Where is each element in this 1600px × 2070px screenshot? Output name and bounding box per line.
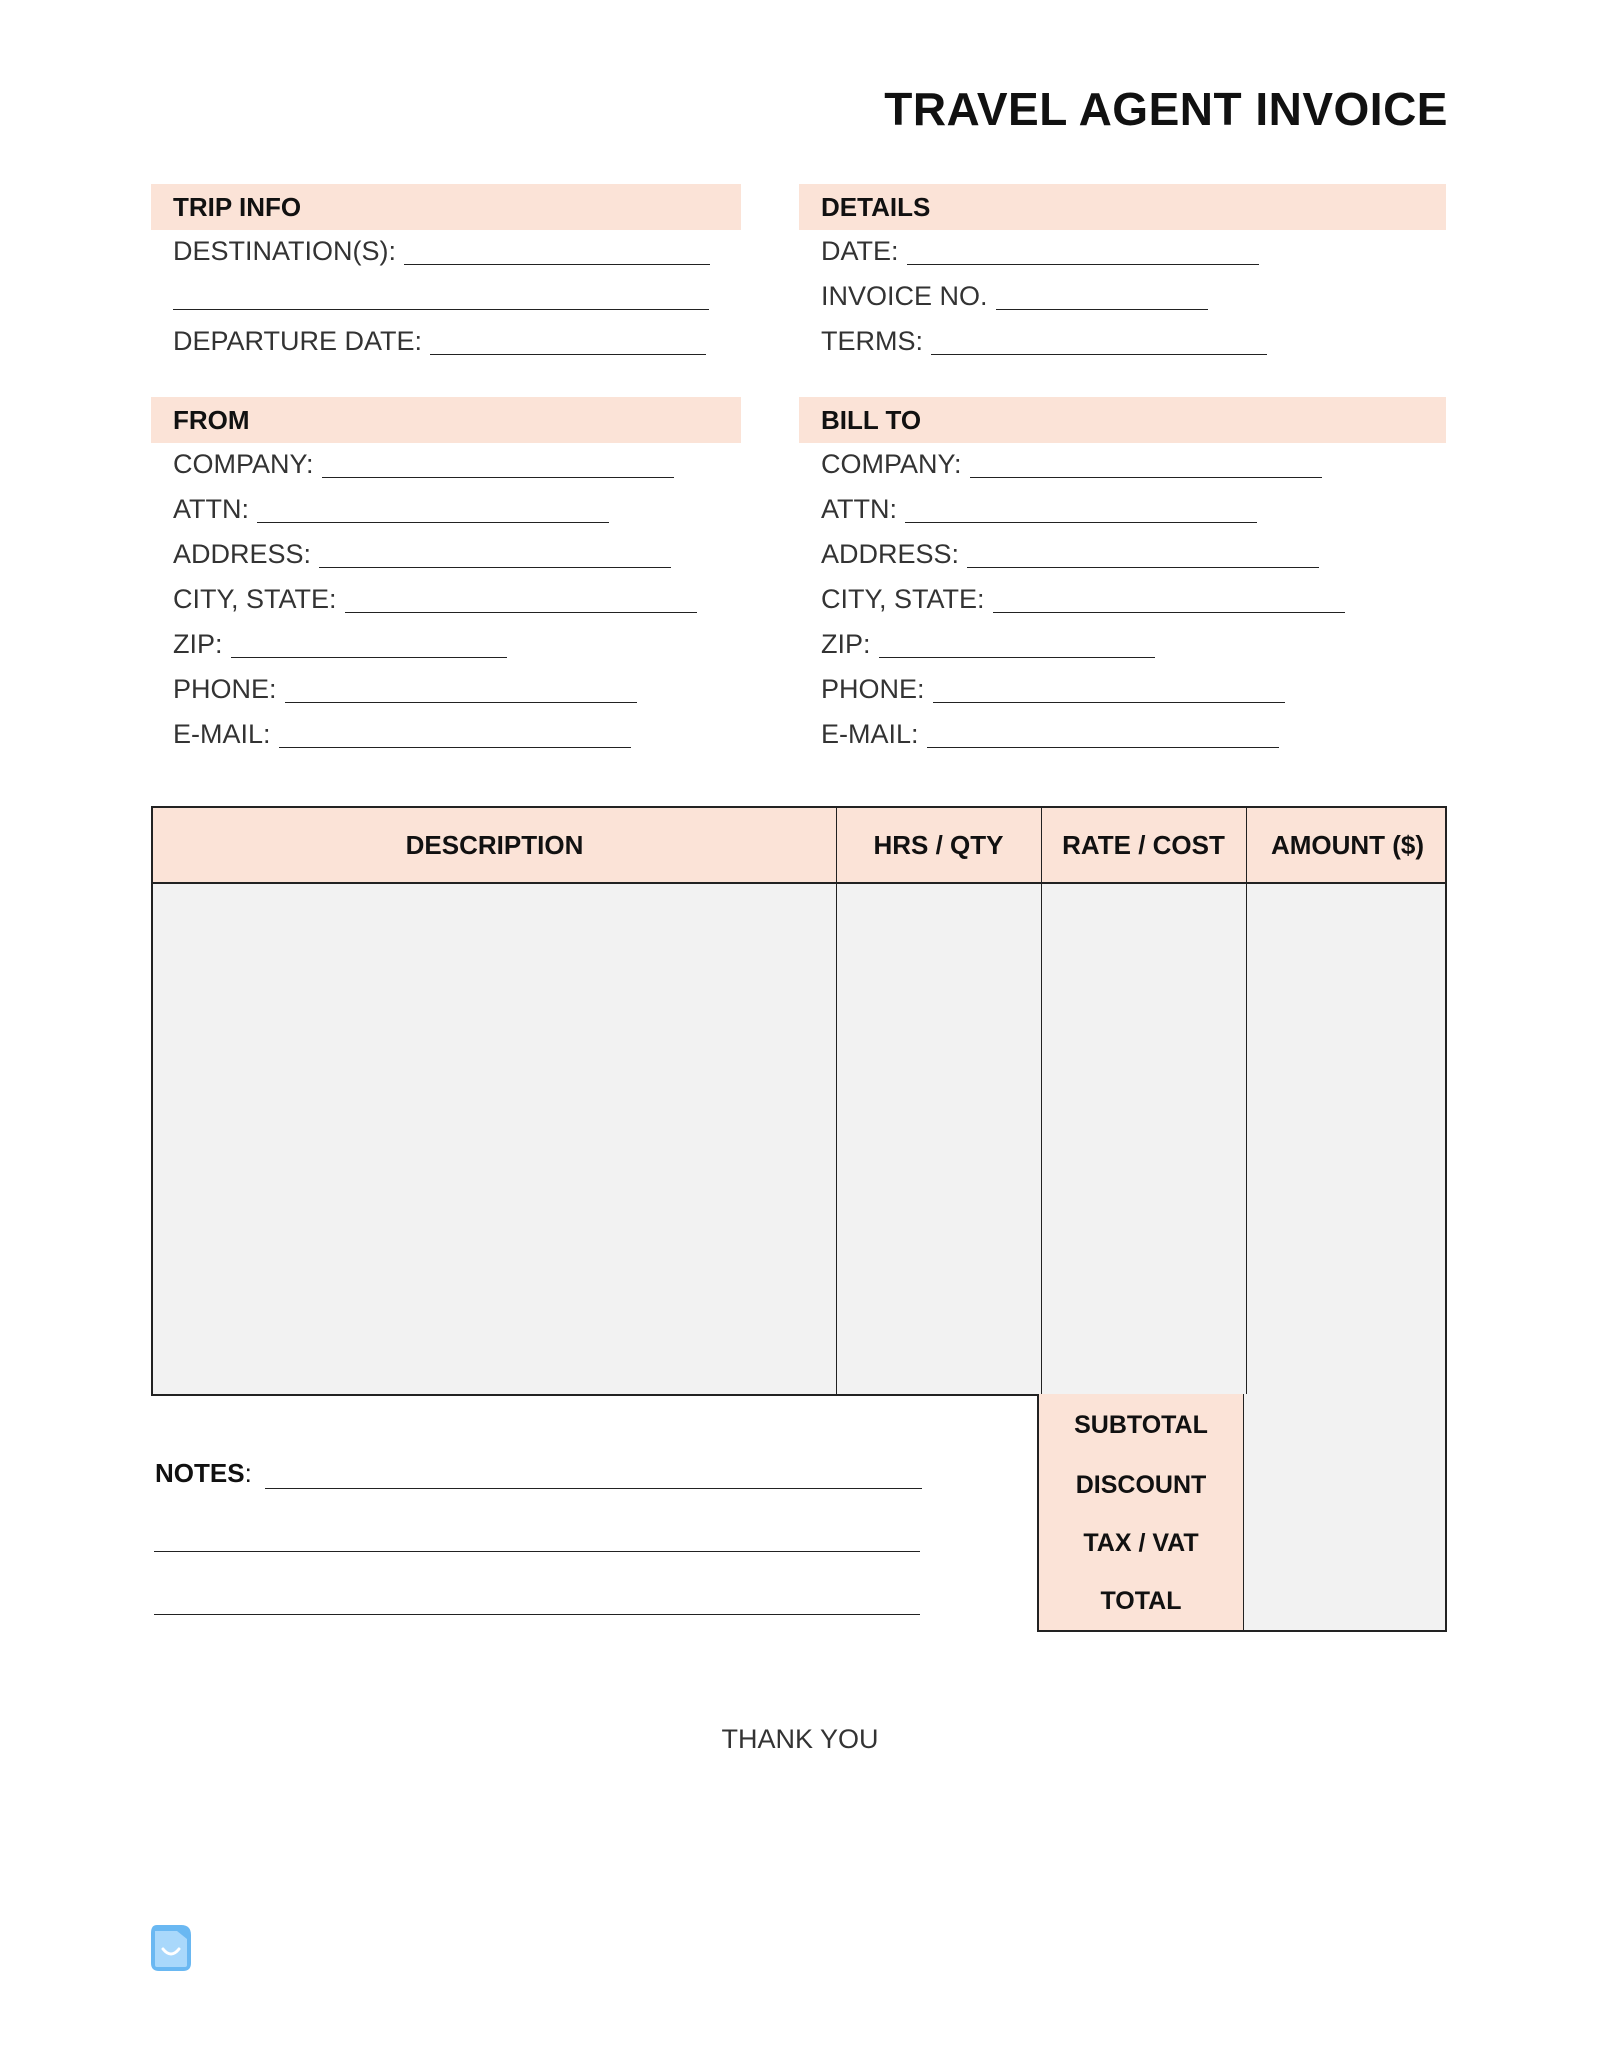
notes-line[interactable] [154,1614,920,1615]
bill-address-line[interactable] [967,567,1319,568]
departure-date-field[interactable] [151,320,741,365]
bill-address-label: ADDRESS: [821,539,960,569]
tax-value-cell[interactable] [1243,1514,1445,1572]
bill-phone-field[interactable] [799,668,1446,713]
brand-logo-icon [151,1925,191,1971]
from-attn-line[interactable] [257,522,609,523]
from-city-state-field[interactable] [151,578,741,623]
items-table-header [153,808,1445,884]
bill-phone-label: PHONE: [821,674,925,704]
column-hrs-qty: HRS / QTY [873,830,1004,860]
description-cell[interactable] [153,882,836,1394]
departure-date-label: DEPARTURE DATE: [173,326,423,356]
from-address-label: ADDRESS: [173,539,312,569]
details-heading: DETAILS [799,184,1446,230]
bill-address-field[interactable] [799,533,1446,578]
from-attn-field[interactable] [151,488,741,533]
rate-cost-cell[interactable] [1042,882,1246,1394]
from-phone-line[interactable] [285,702,637,703]
destinations-field[interactable] [151,230,741,275]
from-company-field[interactable] [151,443,741,488]
terms-line[interactable] [931,354,1267,355]
bill-company-label: COMPANY: [821,449,962,479]
column-amount: AMOUNT ($) [1270,830,1425,860]
total-value-cell[interactable] [1243,1572,1445,1630]
invoice-no-label: INVOICE NO. [821,281,988,311]
notes-line[interactable] [265,1488,922,1489]
from-phone-label: PHONE: [173,674,277,704]
from-city-state-label: CITY, STATE: [173,584,337,614]
destinations-line-2[interactable] [173,309,709,310]
bill-city-state-line[interactable] [993,612,1345,613]
from-email-line[interactable] [279,747,631,748]
bill-email-label: E-MAIL: [821,719,919,749]
date-line[interactable] [907,264,1259,265]
from-email-label: E-MAIL: [173,719,271,749]
bill-zip-label: ZIP: [821,629,871,659]
destinations-field-continued[interactable] [151,275,741,320]
notes-line[interactable] [154,1551,920,1552]
from-company-line[interactable] [322,477,674,478]
terms-label: TERMS: [821,326,924,356]
bill-company-field[interactable] [799,443,1446,488]
discount-row [1039,1456,1445,1515]
from-city-state-line[interactable] [345,612,697,613]
bill-email-field[interactable] [799,713,1446,758]
invoice-title: TRAVEL AGENT INVOICE [884,83,1448,135]
from-zip-line[interactable] [231,657,507,658]
details-section [799,184,1446,365]
tax-label: TAX / VAT [1039,1514,1243,1572]
bill-company-line[interactable] [970,477,1322,478]
tax-row [1039,1514,1445,1574]
hrs-qty-cell[interactable] [837,882,1041,1394]
from-section [151,397,741,758]
from-address-line[interactable] [319,567,671,568]
bill-email-line[interactable] [927,747,1279,748]
date-label: DATE: [821,236,899,266]
notes-label-colon: : [244,1458,252,1488]
from-phone-field[interactable] [151,668,741,713]
bill-attn-label: ATTN: [821,494,897,524]
subtotal-row [1039,1394,1445,1457]
destinations-line[interactable] [404,264,710,265]
from-zip-field[interactable] [151,623,741,668]
thank-you-text: THANK YOU [721,1724,879,1754]
date-field[interactable] [799,230,1446,275]
departure-date-line[interactable] [430,354,706,355]
bill-attn-field[interactable] [799,488,1446,533]
from-email-field[interactable] [151,713,741,758]
bill-zip-line[interactable] [879,657,1155,658]
bill-zip-field[interactable] [799,623,1446,668]
totals-block [1037,1394,1447,1632]
bill-phone-line[interactable] [933,702,1285,703]
from-heading: FROM [151,397,741,443]
from-zip-label: ZIP: [173,629,223,659]
from-attn-label: ATTN: [173,494,249,524]
subtotal-label: SUBTOTAL [1039,1394,1243,1456]
invoice-no-line[interactable] [996,309,1208,310]
trip-info-heading: TRIP INFO [151,184,741,230]
destinations-label: DESTINATION(S): [173,236,397,266]
amount-cell[interactable] [1247,882,1445,1394]
column-description: DESCRIPTION [405,830,584,860]
discount-label: DISCOUNT [1039,1456,1243,1514]
from-address-field[interactable] [151,533,741,578]
notes-label-text: NOTES [155,1458,245,1488]
column-rate-cost: RATE / COST [1062,830,1225,860]
total-label: TOTAL [1039,1572,1243,1630]
items-table [151,806,1447,1396]
trip-info-section [151,184,741,365]
bill-to-heading: BILL TO [799,397,1446,443]
bill-to-section [799,397,1446,758]
bill-attn-line[interactable] [905,522,1257,523]
invoice-no-field[interactable] [799,275,1446,320]
bill-city-state-field[interactable] [799,578,1446,623]
subtotal-value-cell[interactable] [1243,1394,1445,1456]
terms-field[interactable] [799,320,1446,365]
notes-label [155,1458,252,1489]
total-row [1039,1572,1445,1630]
discount-value-cell[interactable] [1243,1456,1445,1514]
bill-city-state-label: CITY, STATE: [821,584,985,614]
from-company-label: COMPANY: [173,449,314,479]
